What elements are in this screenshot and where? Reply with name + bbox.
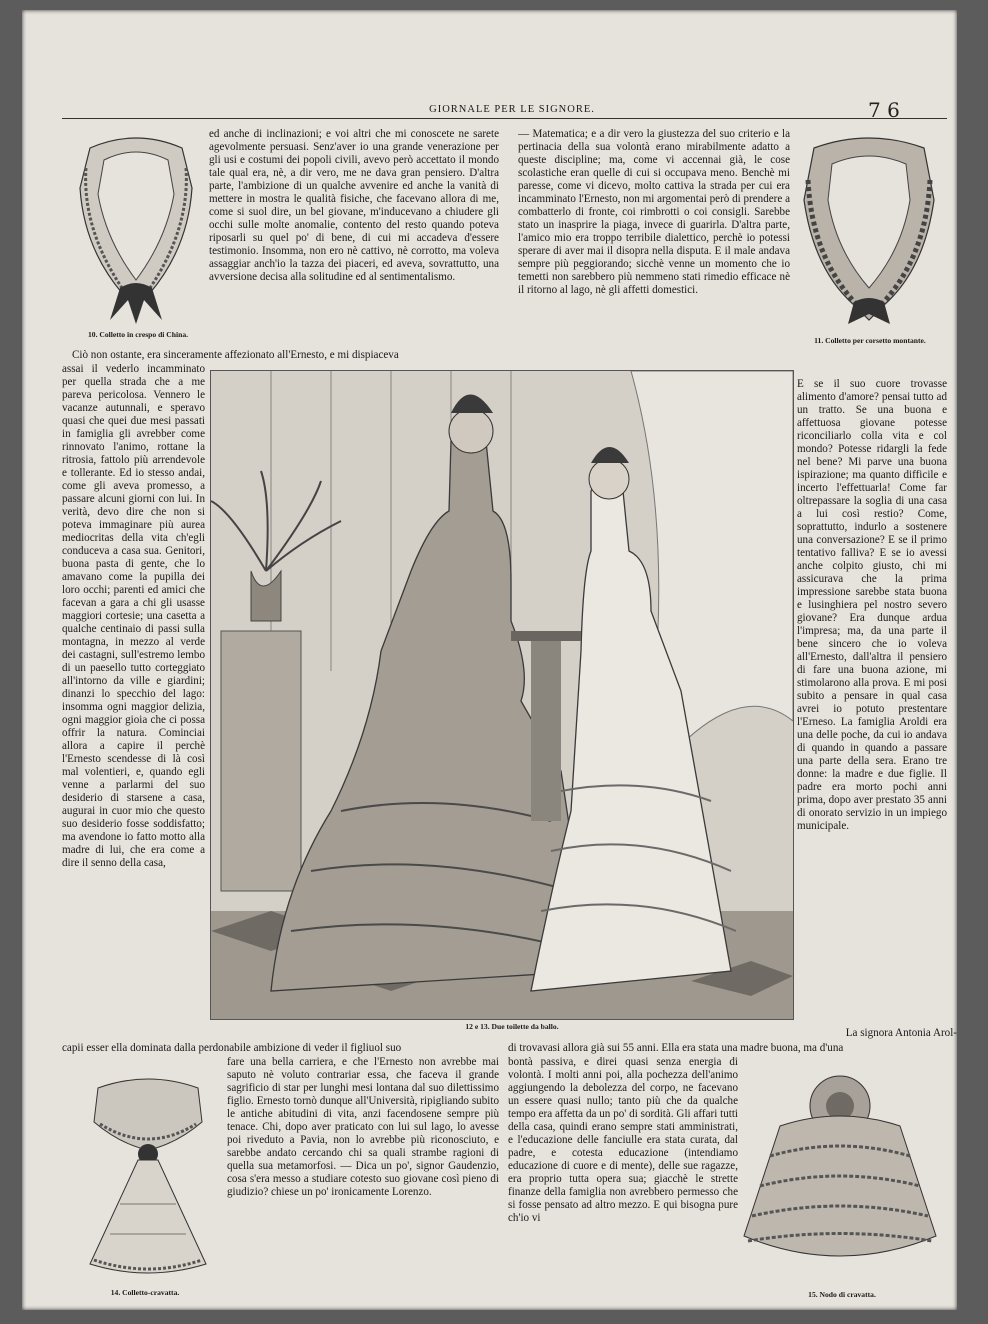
text-line-wide: Ciò non ostante, era sinceramente affezionato all'Ernesto, e mi dispiaceva [72, 349, 399, 361]
figure-caption-11: 11. Colletto per corsetto montante. [814, 336, 926, 345]
text-column-left: assai il vederlo incamminato per quella strada che a me pareva pericolosa. Vennero le vacanze autunnali, e speravo quasi che quei due mesi passati in famiglia gli avrebber come rinnovato l'animo, rottane la ritrosia, fattolo più arrendevole e tollerante. Ed io stesso andai, come gli aveva promesso, a passare alcuni giorni con lui. In verità, devo dire che non si poteva immaginare più aurea mediocritas della vita ch'egli conduceva a casa sua. Genitori, buona pasta di gente, che lo amavano come la pupilla dei loro occhi; parenti ed amici che facevan a gara a chi gli usasse maggiori cortesie; una casetta a qualche centinaio di passi sulla montagna, in mezzo al verde dei castagni, sull'estremo lembo di un paesello tutto corteggiato all'intorno da ville e giardini; dinanzi lo specchio del lago: insomma ogni maggior delizia, ogni maggior gioia che ci possa offrir la natura. Cominciai allora a capire il perchè l'Ernesto scendesse di là così mal volentieri, e, quando egli venne a parlarmi del suo desiderio di starsene a casa, augurai in cuor mio che questo suo desiderio fosse soddisfatto; ma avendone io fatto motto alla madre di lui, che era come a dire il senno della casa, [62, 363, 205, 869]
text-column-bottom-right: bontà passiva, e direi quasi senza energia di volontà. I molti anni poi, alla pochezza dell'animo aggiungendo la debolezza del corpo, ne facevano un essere quasi nullo; tanto più che da qualche tempo era affetta da un po' di sordità. Gli affari tutti della casa, quindi erano sempre stati amministrati, e l'educazione delle fanciulle era stata curata, dal padre, e cotesta educazione (intendiamo educazione di cuore e di mente), delle sue ragazze, era proprio tutta opera sua; giacchè le strette finanze della famiglia non avrebbero permesso che si fosse pensato ad altro mezzo. E qui bisogna pure ch'io vi [508, 1056, 738, 1224]
text-line-right-last: La signora Antonia Arol- [845, 1027, 957, 1039]
collar-illustration-11 [794, 130, 944, 330]
text-column-right: E se il suo cuore trovasse alimento d'amore? pensai tutto ad un tratto. Se una buona e affettuosa giovane potesse riconciliarlo colla vita e col mondo? Potesse ridargli la fede nel bene? Mi parve una buona ispirazione; ma quanto difficile e incerto l'effettuarla! Come far oltrepassare la soglia di una casa a lui così restio? Come, soprattutto, indurlo a sostenere una conversazione? E se il primo tentativo falliva? E se io avessi anche colpito giusto, chi mi assicurava che la prima impressione sarebbe stata buona e lusinghiera pel nostro severo giovane? Era dunque ardua l'impresa; ma, da una parte il bene sincero che io voleva all'Ernesto, dall'altra il pensiero di fare una buona azione, mi stimolarono alla prova. E mi posi subito a pensare in qual casa avrei io potuto prestentare l'Erneso. La famiglia Aroldi era una delle poche, da cui io andava di quando in quando a passare una parte della sera. Erano tre donne: la madre e due figlie. Il padre era morto pochi anni prima, dopo aver prestato 35 anni di onorato servizio in un impiego municipale. [797, 378, 947, 832]
text-column-top-right: — Matematica; e a dir vero la giustezza del suo criterio e la pertinacia della sua volontà erano mirabilmente adatto a queste discipline; ma, come vi accennai già, le cose scolastiche eran quelle di cui si occupava meno. Benchè mi paresse, come vi dicevo, molto cattiva la strada per cui era incamminato l'Ernesto, non mi argomentai però di prendere a combatterlo di fronte, coi rimbrotti o coi consigli. Sarebbe stato un inasprire la piaga, invece di guarirla. D'altra parte, l'amico mio era troppo terribile dialettico, perchè io potessi sperare di aver mai il disopra nella disputa. E il male andava sempre più peggiorando; sicchè venne un momento che io temetti non sarebbero più nemmeno stati rimedio efficace nè il ritorno al lago, nè gli affetti domestici. [518, 128, 790, 296]
cravat-knot-illustration-15 [740, 1066, 940, 1290]
figure-caption-15: 15. Nodo di cravatta. [808, 1290, 876, 1299]
handwritten-folio: 7 6 [868, 98, 900, 122]
text-line-bottom-right: di trovavasi allora già sui 55 anni. Ella era stata una madre buona, ma d'una [508, 1042, 844, 1054]
text-column-top-middle: ed anche di inclinazioni; e voi altri che mi conoscete ne sarete agevolmente persuasi. Senz'aver io una grande venerazione per gli usi e costumi dei popoli civili, avevo però accettato il mondo tale qual era, nè, a dir vero, me ne dava gran pensiero. D'altra parte, l'ambizione di un qualche avvenire ed anche la vanità di mettere in mostra le qualità fisiche, che facevano allora di me, come si suol dire, un bel giovane, m'inducevano a chiudere gli occhi sulle molte anomalie, contento del resto quando poteva riposarli su quel po' di bene, di cui mi accadeva d'essere testimonio. Insomma, non ero nè cattivo, nè corrotto, ma voleva assaggiar anch'io la tazza dei piaceri, ed aveva, sovrattutto, una avversione decisa alla solitudine ed al sentimentalismo. [209, 128, 499, 283]
figure-caption-10: 10. Colletto in crespo di China. [87, 330, 189, 339]
collar-illustration-10 [70, 128, 202, 326]
figure-caption-12-13: 12 e 13. Due toilette da ballo. [465, 1022, 559, 1031]
text-column-bottom-middle: fare una bella carriera, e che l'Ernesto non avrebbe mai saputo nè voluto contrariar essa, che faceva il grande sagrificio di star per lunghi mesi lontana dal suo dilettissimo figlio. Ernesto tornò dunque all'Università, ripigliando subito le antiche abitudini di vita, anzi facendosene sempre più tenace. Chi, dopo aver praticato con lui sul lago, lo avesse poi riveduto a Pavia, non lo avrebbe più riconosciuto, e sarebbe andato cercando chi sa quali strambe ragioni di quella sua metamorfosi. — Dica un po', signor Gaudenzio, cosa s'era messo a studiare cotesto suo giovane così pieno di giudizio? chiese un po' ironicamente Lorenzo. [227, 1056, 499, 1198]
text-line-bottom-left: capii esser ella dominata dalla perdonabile ambizione di veder il figliuol suo [62, 1042, 402, 1054]
magazine-page [22, 10, 957, 1310]
header-rule [62, 118, 947, 119]
collar-cravat-illustration-14 [80, 1074, 216, 1282]
running-title: GIORNALE PER LE SIGNORE. [429, 104, 595, 115]
ball-gowns-illustration [210, 370, 794, 1020]
figure-caption-14: 14. Colletto-cravatta. [110, 1288, 180, 1297]
